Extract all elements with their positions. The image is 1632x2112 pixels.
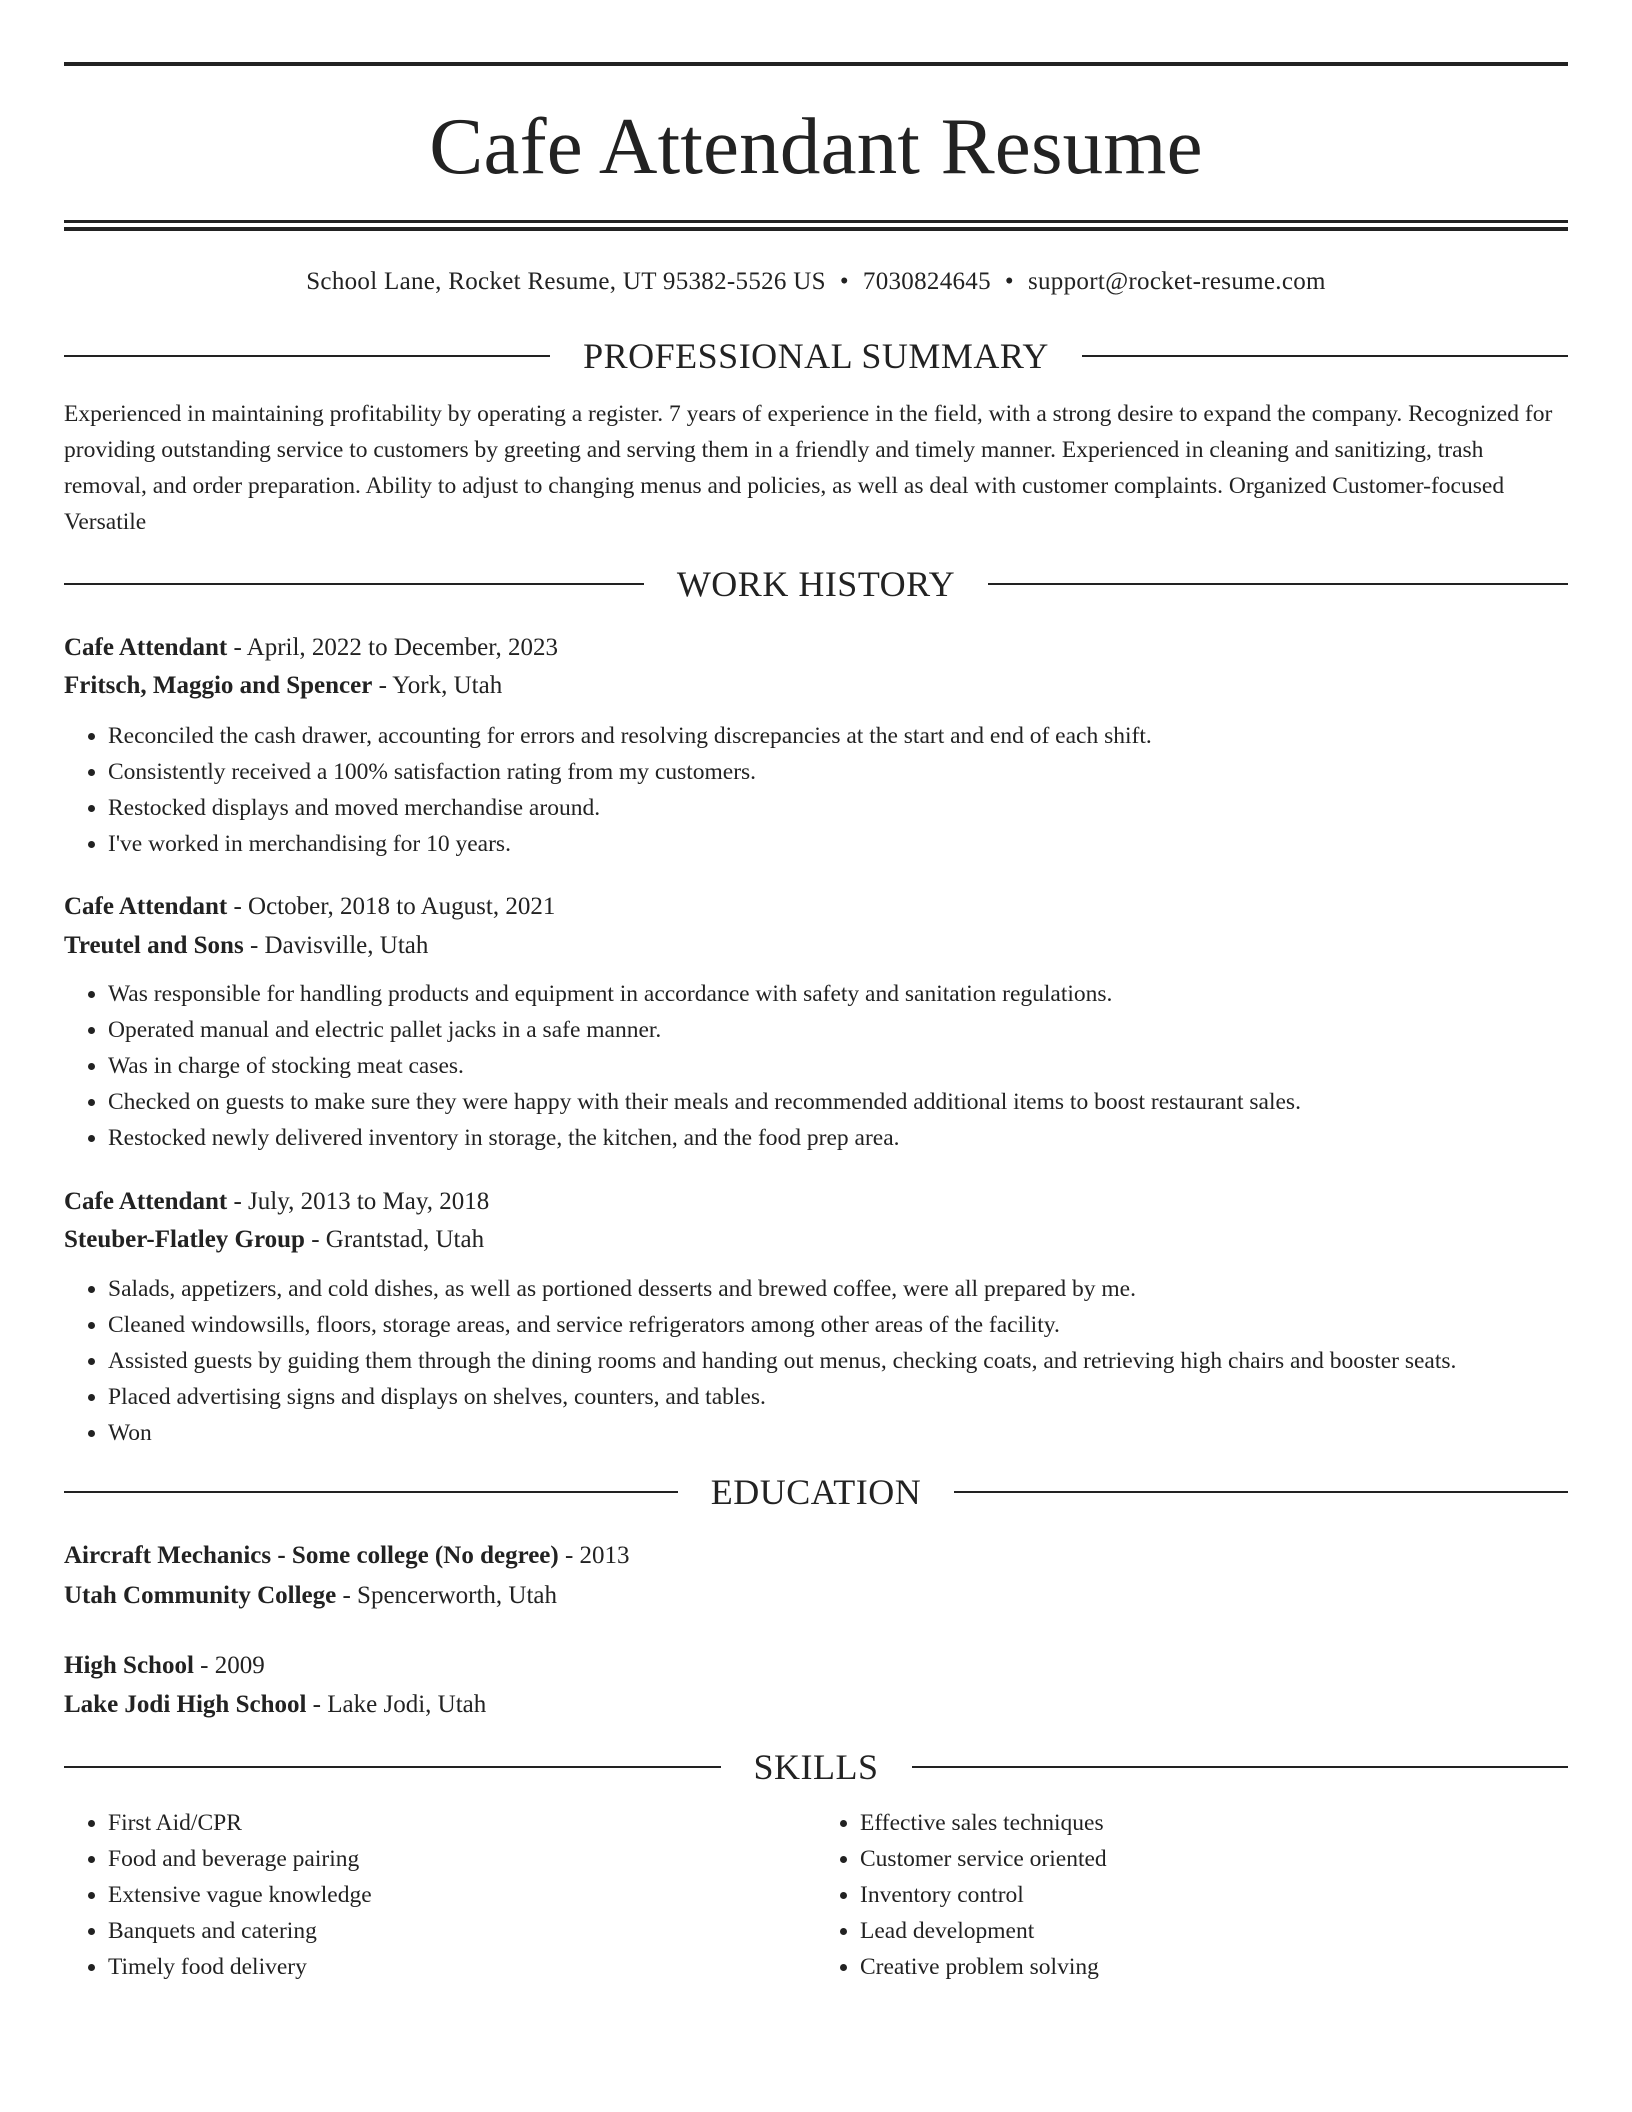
list-item: • Cleaned windowsills, floors, storage areas, and service refrigerators among other areas of the facility. — [108, 1307, 1568, 1343]
heading-rule-left — [64, 355, 550, 357]
contact-phone: 7030824645 — [862, 268, 991, 295]
skills-list-right — [816, 1805, 1568, 1985]
job-dates: - July, 2013 to May, 2018 — [227, 1188, 490, 1215]
resume-title: Cafe Attendant Resume — [429, 101, 1203, 191]
job-title: Cafe Attendant — [64, 634, 228, 661]
education-degree: Aircraft Mechanics - Some college (No degree) — [64, 1542, 559, 1569]
list-item: • Checked on guests to make sure they were happy with their meals and recommended additional items to boost restaurant sales. — [108, 1084, 1568, 1120]
job-title-line — [64, 635, 1568, 660]
contact-separator: • — [839, 268, 849, 295]
job-title: Cafe Attendant — [64, 1188, 228, 1215]
job-bullet-list — [64, 976, 1568, 1156]
education-school: Utah Community College — [64, 1582, 337, 1609]
section-heading-label: SKILLS — [753, 1747, 879, 1787]
heading-rule-right — [988, 583, 1568, 585]
job-bullet-list — [64, 718, 1568, 862]
list-item: • Consistently received a 100% satisfaction rating from my customers. — [108, 754, 1568, 790]
education-school: Lake Jodi High School — [64, 1691, 307, 1718]
job-entry — [64, 1189, 1568, 1451]
education-entry — [64, 1543, 1568, 1608]
heading-rule-right — [1082, 355, 1568, 357]
heading-rule-left — [64, 1491, 678, 1493]
job-location: - Davisville, Utah — [243, 932, 429, 959]
job-entry — [64, 894, 1568, 1156]
skill-item: • Timely food delivery — [108, 1949, 816, 1985]
job-company-line — [64, 1227, 1568, 1252]
job-company-line — [64, 933, 1568, 958]
section-heading-label: PROFESSIONAL SUMMARY — [583, 336, 1049, 376]
list-item: • Restocked displays and moved merchandise around. — [108, 790, 1568, 826]
heading-rule-left — [64, 1766, 721, 1768]
skill-item: • Extensive vague knowledge — [108, 1877, 816, 1913]
skills-list-left — [64, 1805, 816, 1985]
list-item: • Placed advertising signs and displays on shelves, counters, and tables. — [108, 1379, 1568, 1415]
education-degree: High School — [64, 1652, 194, 1679]
job-company: Treutel and Sons — [64, 932, 244, 959]
job-company: Steuber-Flatley Group — [64, 1226, 305, 1253]
education-school-line — [64, 1692, 1568, 1717]
education-entry — [64, 1653, 1568, 1717]
heading-rule-right — [954, 1491, 1568, 1493]
contact-email[interactable]: support@rocket-resume.com — [1027, 268, 1326, 295]
education-location: - Lake Jodi, Utah — [306, 1691, 487, 1718]
education-school-line — [64, 1583, 1568, 1608]
heading-rule-left — [64, 583, 644, 585]
list-item: • Operated manual and electric pallet jacks in a safe manner. — [108, 1012, 1568, 1048]
title-double-rule — [64, 220, 1568, 231]
section-heading-work-history — [64, 566, 1568, 602]
list-item: • Was in charge of stocking meat cases. — [108, 1048, 1568, 1084]
job-dates: - April, 2022 to December, 2023 — [227, 634, 559, 661]
skills-grid — [64, 1805, 1568, 1985]
skill-item: • Inventory control — [860, 1877, 1568, 1913]
list-item: • I've worked in merchandising for 10 years. — [108, 826, 1568, 862]
education-year: - 2013 — [558, 1542, 630, 1569]
education-location: - Spencerworth, Utah — [336, 1582, 557, 1609]
skill-item: • Banquets and catering — [108, 1913, 816, 1949]
contact-separator: • — [1004, 268, 1014, 295]
section-heading-label: WORK HISTORY — [676, 564, 956, 604]
job-company-line — [64, 673, 1568, 698]
skill-item: • Food and beverage pairing — [108, 1841, 816, 1877]
list-item: • Won — [108, 1415, 1568, 1451]
job-location: - York, Utah — [372, 672, 503, 699]
contact-address: School Lane, Rocket Resume, UT 95382-5526 US — [306, 268, 826, 295]
top-rule — [64, 62, 1568, 66]
list-item: • Assisted guests by guiding them through the dining rooms and handing out menus, checking coats, and retrieving high chairs and booster seats. — [108, 1343, 1568, 1379]
skill-item: • Creative problem solving — [860, 1949, 1568, 1985]
section-heading-label: EDUCATION — [710, 1472, 922, 1512]
job-dates: - October, 2018 to August, 2021 — [227, 893, 556, 920]
summary-text: Experienced in maintaining profitability by operating a register. 7 years of experience in the field, with a strong desire to expand the company. Recognized for providing outstanding service to customers by greeting and serving them in a friendly and timely manner. Experienced in cleaning and sanitizing, trash removal, and order preparation. Ability to adjust to changing menus and policies, as well as deal with customer complaints. Organized Customer-focused Versatile — [64, 401, 1553, 535]
list-item: • Restocked newly delivered inventory in storage, the kitchen, and the food prep area. — [108, 1120, 1568, 1156]
list-item: • Reconciled the cash drawer, accounting for errors and resolving discrepancies at the start and end of each shift. — [108, 718, 1568, 754]
skill-item: • Effective sales techniques — [860, 1805, 1568, 1841]
heading-rule-right — [912, 1766, 1569, 1768]
education-degree-line — [64, 1543, 1568, 1568]
list-item: • Was responsible for handling products and equipment in accordance with safety and sanitation regulations. — [108, 976, 1568, 1012]
education-degree-line — [64, 1653, 1568, 1678]
skill-item: • First Aid/CPR — [108, 1805, 816, 1841]
job-title-line — [64, 1189, 1568, 1214]
contact-line — [64, 269, 1568, 294]
list-item: • Salads, appetizers, and cold dishes, as well as portioned desserts and brewed coffee, were all prepared by me. — [108, 1271, 1568, 1307]
section-heading-skills — [64, 1749, 1568, 1785]
job-company: Fritsch, Maggio and Spencer — [64, 672, 373, 699]
job-location: - Grantstad, Utah — [304, 1226, 485, 1253]
skill-item: • Lead development — [860, 1913, 1568, 1949]
job-title-line — [64, 894, 1568, 919]
job-entry — [64, 635, 1568, 862]
skill-item: • Customer service oriented — [860, 1841, 1568, 1877]
section-heading-education — [64, 1474, 1568, 1510]
job-bullet-list — [64, 1271, 1568, 1451]
section-heading-summary — [64, 338, 1568, 374]
job-title: Cafe Attendant — [64, 893, 228, 920]
education-year: - 2009 — [193, 1652, 265, 1679]
